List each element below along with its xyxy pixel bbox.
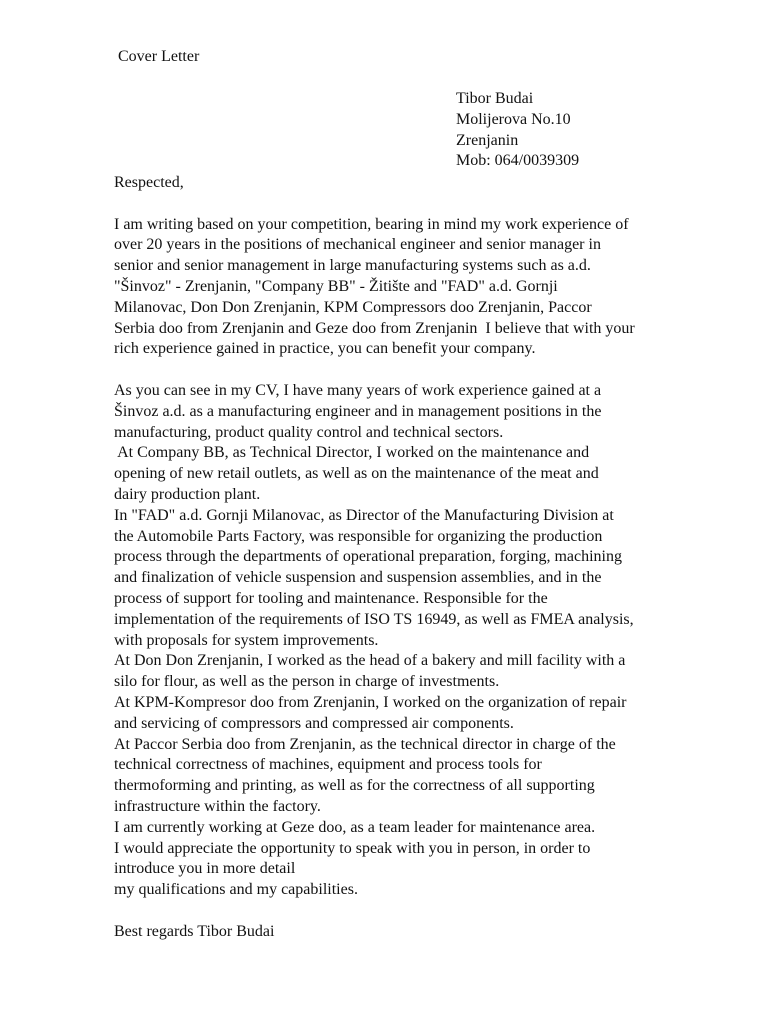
text-line: At Paccor Serbia doo from Zrenjanin, as the technical director in charge of the [114, 735, 616, 753]
text-line: technical correctness of machines, equipment and process tools for [114, 756, 542, 774]
sender-street: Molijerova No.10 [456, 110, 571, 128]
text-line: silo for flour, as well as the person in charge of investments. [114, 673, 500, 691]
text-line: manufacturing, product quality control and technical sectors. [114, 423, 504, 441]
text-line: thermoforming and printing, as well as for the correctness of all supporting [114, 777, 595, 795]
text-line: dairy production plant. [114, 485, 261, 503]
document-title: Cover Letter [114, 48, 200, 65]
text-line: rich experience gained in practice, you can benefit your company. [114, 340, 536, 358]
blank-line [114, 901, 704, 922]
text-line: over 20 years in the positions of mechanical engineer and senior manager in [114, 236, 601, 254]
text-line: I would appreciate the opportunity to speak with you in person, in order to [114, 839, 591, 857]
text-line: the Automobile Parts Factory, was responsible for organizing the production [114, 527, 603, 545]
text-line: opening of new retail outlets, as well as on the maintenance of the meat and [114, 465, 599, 483]
letter-body [114, 173, 704, 942]
text-line: At KPM-Kompresor doo from Zrenjanin, I worked on the organization of repair [114, 693, 627, 711]
text-line: Milanovac, Don Don Zrenjanin, KPM Compressors doo Zrenjanin, Paccor [114, 298, 592, 316]
blank-line [114, 194, 704, 215]
text-line: I am writing based on your competition, bearing in mind my work experience of [114, 215, 629, 233]
text-line: my qualifications and my capabilities. [114, 881, 358, 899]
text-line: I am currently working at Geze doo, as a team leader for maintenance area. [114, 818, 596, 836]
sender-phone: Mob: 064/0039309 [456, 152, 580, 170]
paragraph-experience [114, 381, 704, 901]
blank-line [114, 360, 704, 381]
closing-signature: Best regards Tibor Budai [114, 922, 275, 940]
salutation: Respected, [114, 174, 184, 191]
text-line: introduce you in more detail [114, 860, 296, 878]
sender-address-block [456, 89, 579, 172]
text-line: process through the departments of operational preparation, forging, machining [114, 548, 622, 566]
sender-name: Tibor Budai [456, 90, 534, 107]
text-line: At Don Don Zrenjanin, I worked as the head of a bakery and mill facility with a [114, 652, 626, 670]
text-line: At Company BB, as Technical Director, I worked on the maintenance and [114, 444, 590, 462]
text-line: infrastructure within the factory. [114, 797, 321, 815]
text-line: Šinvoz a.d. as a manufacturing engineer and in management positions in the [114, 402, 602, 420]
text-line: with proposals for system improvements. [114, 631, 379, 649]
text-line: implementation of the requirements of ISO TS 16949, as well as FMEA analysis, [114, 610, 634, 628]
text-line: As you can see in my CV, I have many years of work experience gained at a [114, 381, 602, 399]
sender-city: Zrenjanin [456, 131, 519, 149]
text-line: In "FAD" a.d. Gornji Milanovac, as Director of the Manufacturing Division at [114, 506, 614, 524]
text-line: "Šinvoz" - Zrenjanin, "Company BB" - Žitište and "FAD" a.d. Gornji [114, 277, 558, 295]
text-line: and servicing of compressors and compressed air components. [114, 714, 514, 732]
text-line: process of support for tooling and maintenance. Responsible for the [114, 589, 548, 607]
text-line: and finalization of vehicle suspension and suspension assemblies, and in the [114, 569, 602, 587]
text-line: Serbia doo from Zrenjanin and Geze doo from Zrenjanin I believe that with your [114, 319, 635, 337]
paragraph-intro [114, 215, 704, 361]
text-line: senior and senior management in large manufacturing systems such as a.d. [114, 257, 591, 275]
